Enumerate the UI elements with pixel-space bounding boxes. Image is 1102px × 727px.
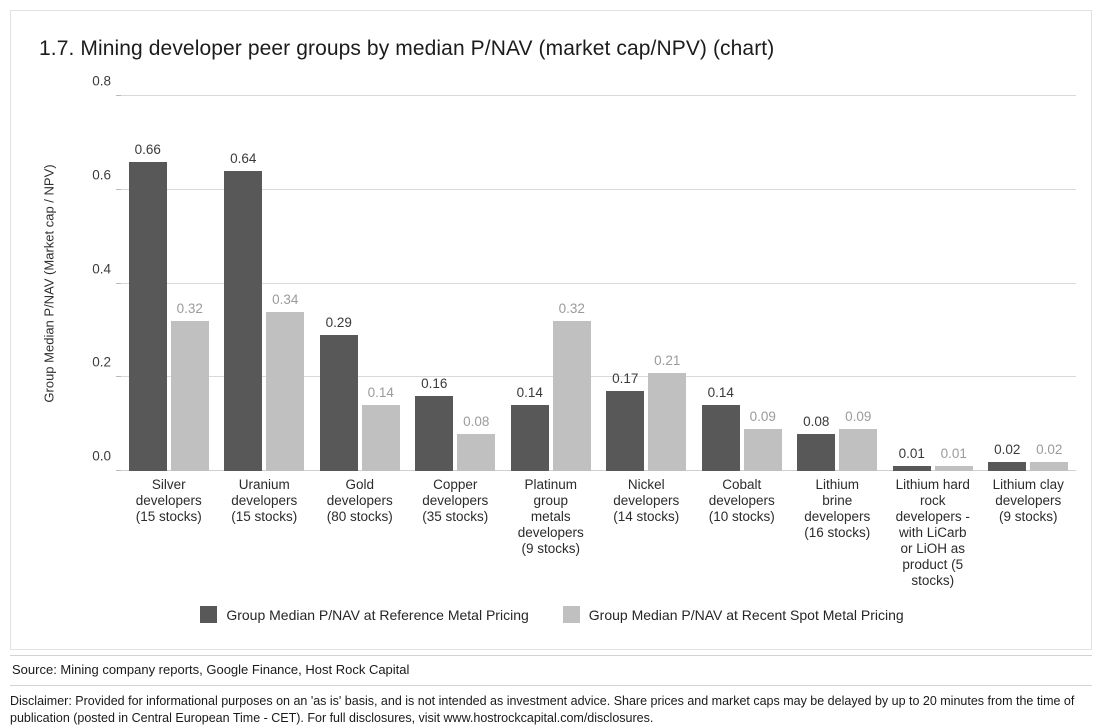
x-axis-category-line: Platinum [524,477,578,492]
x-axis-category-label [503,477,599,557]
x-axis-category-line: (15 stocks) [231,509,298,524]
bar[interactable] [457,434,495,472]
x-axis-category-line: (35 stocks) [422,509,489,524]
bar-value-label: 0.01 [940,446,967,462]
y-axis-title [39,96,59,471]
bar-value-label: 0.32 [558,301,585,316]
bar[interactable] [797,434,835,472]
y-axis-tick-label: 0.4 [92,261,111,276]
y-axis-tick-label: 0.6 [92,167,111,183]
bar-value-label: 0.66 [134,141,161,157]
bar-value-label: 0.02 [1036,441,1063,457]
bar-value-label: 0.29 [325,315,352,331]
bar[interactable] [171,321,209,471]
x-axis-category-line: Copper [433,477,478,492]
x-axis-category-line: (10 stocks) [708,509,775,524]
x-axis-category-line: Silver [151,477,186,492]
x-axis-category-line: developers [804,509,871,524]
y-axis-tick-label: 0.2 [92,354,111,370]
x-axis-category-label [312,477,408,525]
disclaimer-text: Disclaimer: Provided for informational purposes on an 'as is' basis, and is not intended as investment advice. Share prices and market caps may be delayed by up to 20 minutes from the time of publication (posted in Central European Time - CET). For full disclosures, visit www.hostrockcapital.com/disclosures. [10,685,1092,727]
bar-value-label: 0.14 [367,385,394,401]
x-axis-category-line: group [533,493,569,508]
x-axis-category-line: developers [708,493,775,508]
bar[interactable] [266,312,304,471]
bar[interactable] [129,162,167,471]
bar[interactable] [553,321,591,471]
bar-value-label: 0.08 [463,413,490,429]
legend-swatch-icon-spot [563,606,580,623]
x-axis-category-label [599,477,695,525]
x-axis-category-line: (15 stocks) [135,509,202,524]
bar-group [408,96,504,471]
x-axis-category-line: Uranium [238,477,290,492]
x-axis-category-label [121,477,217,525]
x-axis-category-line: Lithium [815,477,860,492]
x-axis-category-line: (9 stocks) [521,541,580,556]
legend-swatch-icon-reference [200,606,217,623]
bar-value-label: 0.02 [994,441,1021,457]
x-axis-category-label [790,477,886,541]
bar[interactable] [702,405,740,471]
x-axis-category-line: brine [822,493,853,508]
bar[interactable] [362,405,400,471]
x-axis-category-label [694,477,790,525]
bar-value-label: 0.14 [707,385,734,401]
legend-item-reference [200,606,528,623]
x-axis-category-line: product (5 [902,557,964,572]
x-axis-category-line: Lithium clay [992,477,1064,492]
x-axis-labels [121,477,1076,597]
x-axis-category-line: Nickel [627,477,665,492]
x-axis-category-line: (14 stocks) [613,509,680,524]
bar[interactable] [1030,462,1068,471]
x-axis-category-label [885,477,981,589]
bar[interactable] [744,429,782,471]
bar[interactable] [511,405,549,471]
bar-value-label: 0.17 [612,371,639,387]
bars-layer [121,96,1076,471]
x-axis-category-line: rock [919,493,946,508]
x-axis-category-line: stocks) [911,573,955,588]
bar-value-label: 0.16 [421,376,448,391]
bar-value-label: 0.64 [230,151,257,166]
bar[interactable] [648,373,686,471]
bar-group [790,96,886,471]
bar-group [599,96,695,471]
x-axis-category-line: (80 stocks) [326,509,393,524]
legend-label-reference: Group Median P/NAV at Reference Metal Pricing [226,606,529,623]
x-axis-category-line: or LiOH as [900,541,966,556]
x-axis-category-line: Gold [345,477,375,492]
bar-group [503,96,599,471]
bar-value-label: 0.14 [516,385,543,401]
x-axis-category-line: (16 stocks) [804,525,871,540]
x-axis-category-line: developers [613,493,680,508]
legend-label-spot: Group Median P/NAV at Recent Spot Metal Pricing [588,606,904,623]
chart-legend [11,606,1093,623]
y-axis-tick-label: 0.8 [92,73,111,89]
bar-group [121,96,217,471]
x-axis-category-line: with LiCarb [898,525,967,540]
legend-item-spot [563,606,904,623]
bar-group [694,96,790,471]
y-axis-title-label: Group Median P/NAV (Market cap / NPV) [41,164,57,403]
source-line: Source: Mining company reports, Google Finance, Host Rock Capital [10,655,1092,685]
x-axis-category-label [408,477,504,525]
x-axis-category-line: developers [231,493,298,508]
x-axis-category-line: developers [135,493,202,508]
bar-value-label: 0.01 [898,446,925,462]
bar[interactable] [224,171,262,471]
x-axis-category-line: developers [995,493,1062,508]
bar[interactable] [893,466,931,471]
bar-value-label: 0.09 [749,408,776,424]
x-axis-category-line: (9 stocks) [998,509,1058,524]
x-axis-category-line: Cobalt [722,477,762,492]
bar[interactable] [839,429,877,471]
bar-group [981,96,1077,471]
bar[interactable] [606,391,644,471]
footer [10,655,1092,727]
bar-value-label: 0.34 [272,291,299,307]
x-axis-category-line: Lithium hard [895,477,970,492]
x-axis-category-label [217,477,313,525]
x-axis-category-line: developers [326,493,393,508]
bar[interactable] [320,335,358,471]
x-axis-category-line: developers [422,493,489,508]
bar[interactable] [988,462,1026,471]
x-axis-category-label [981,477,1077,525]
bar-value-label: 0.32 [176,301,203,316]
bar-value-label: 0.08 [803,413,830,429]
x-axis-category-line: developers [517,525,584,540]
plot-area [92,73,1076,471]
bar[interactable] [415,396,453,471]
chart-card [10,10,1092,650]
bar-value-label: 0.09 [845,408,872,424]
bar-value-label: 0.21 [654,352,681,368]
bar[interactable] [935,466,973,471]
bar-group [217,96,313,471]
bar-group [885,96,981,471]
x-axis-category-line: developers - [895,509,970,524]
page-title: 1.7. Mining developer peer groups by median P/NAV (market cap/NPV) (chart) [39,37,775,60]
x-axis-category-line: metals [530,509,571,524]
y-axis-tick-label: 0.0 [92,448,111,464]
bar-group [312,96,408,471]
